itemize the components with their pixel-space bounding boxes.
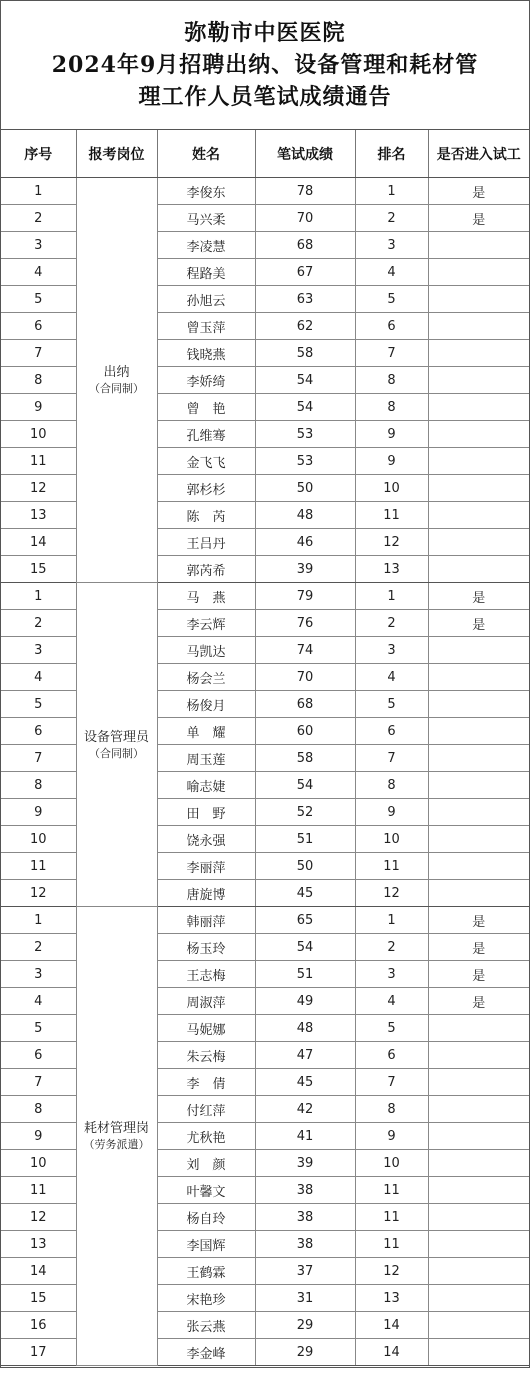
cell-seq: 10 <box>1 1150 76 1177</box>
cell-score: 31 <box>255 1285 355 1312</box>
cell-name: 马妮娜 <box>157 1015 255 1042</box>
cell-name: 马兴柔 <box>157 205 255 232</box>
bottom-blank <box>1 1366 529 1383</box>
cell-score: 78 <box>255 178 355 205</box>
cell-seq: 3 <box>1 232 76 259</box>
cell-score: 60 <box>255 718 355 745</box>
cell-trial <box>428 421 529 448</box>
cell-position <box>76 583 157 907</box>
cell-rank: 6 <box>355 718 428 745</box>
cell-name: 李金峰 <box>157 1339 255 1366</box>
cell-seq: 12 <box>1 880 76 907</box>
cell-seq: 9 <box>1 799 76 826</box>
cell-trial: 是 <box>428 205 529 232</box>
cell-seq: 10 <box>1 826 76 853</box>
cell-score: 50 <box>255 475 355 502</box>
cell-seq: 8 <box>1 772 76 799</box>
cell-trial <box>428 664 529 691</box>
cell-seq: 7 <box>1 340 76 367</box>
cell-trial <box>428 1312 529 1339</box>
cell-rank: 2 <box>355 610 428 637</box>
position-contract-type: （劳务派遣） <box>83 1138 150 1151</box>
cell-seq: 2 <box>1 934 76 961</box>
cell-trial <box>428 1123 529 1150</box>
cell-trial: 是 <box>428 988 529 1015</box>
cell-name: 王吕丹 <box>157 529 255 556</box>
position-name: 出纳 <box>103 365 130 380</box>
cell-trial <box>428 556 529 583</box>
cell-name: 张云燕 <box>157 1312 255 1339</box>
cell-rank: 7 <box>355 745 428 772</box>
cell-score: 41 <box>255 1123 355 1150</box>
position-contract-type: （合同制） <box>89 746 144 760</box>
cell-trial <box>428 259 529 286</box>
cell-rank: 13 <box>355 556 428 583</box>
cell-rank: 11 <box>355 1204 428 1231</box>
cell-score: 38 <box>255 1177 355 1204</box>
cell-trial <box>428 1285 529 1312</box>
cell-score: 68 <box>255 691 355 718</box>
cell-trial <box>428 502 529 529</box>
cell-trial <box>428 718 529 745</box>
position-contract-type: （合同制） <box>89 382 144 395</box>
cell-rank: 8 <box>355 772 428 799</box>
cell-seq: 6 <box>1 718 76 745</box>
cell-score: 50 <box>255 853 355 880</box>
cell-trial <box>428 286 529 313</box>
cell-rank: 3 <box>355 637 428 664</box>
header-score: 笔试成绩 <box>255 130 355 178</box>
cell-score: 53 <box>255 421 355 448</box>
cell-name: 叶馨文 <box>157 1177 255 1204</box>
cell-seq: 11 <box>1 1177 76 1204</box>
cell-trial <box>428 232 529 259</box>
cell-seq: 5 <box>1 691 76 718</box>
cell-seq: 15 <box>1 1285 76 1312</box>
cell-score: 38 <box>255 1204 355 1231</box>
cell-score: 51 <box>255 826 355 853</box>
cell-score: 54 <box>255 394 355 421</box>
cell-name: 李 倩 <box>157 1069 255 1096</box>
cell-score: 58 <box>255 340 355 367</box>
cell-rank: 9 <box>355 448 428 475</box>
title-line-2: 2024年9月招聘出纳、设备管理和耗材管 <box>51 52 479 78</box>
cell-seq: 14 <box>1 1258 76 1285</box>
cell-rank: 8 <box>355 1096 428 1123</box>
cell-name: 王志梅 <box>157 961 255 988</box>
cell-trial: 是 <box>428 178 529 205</box>
cell-rank: 5 <box>355 286 428 313</box>
cell-score: 46 <box>255 529 355 556</box>
cell-rank: 3 <box>355 961 428 988</box>
table-row <box>1 583 529 610</box>
cell-name: 杨会兰 <box>157 664 255 691</box>
cell-seq: 14 <box>1 529 76 556</box>
cell-seq: 16 <box>1 1312 76 1339</box>
cell-trial <box>428 313 529 340</box>
cell-score: 79 <box>255 583 355 610</box>
header-seq: 序号 <box>1 130 76 178</box>
cell-name: 韩丽萍 <box>157 907 255 934</box>
cell-name: 孔维骞 <box>157 421 255 448</box>
cell-score: 74 <box>255 637 355 664</box>
cell-score: 63 <box>255 286 355 313</box>
cell-name: 饶永强 <box>157 826 255 853</box>
cell-rank: 9 <box>355 1123 428 1150</box>
cell-score: 49 <box>255 988 355 1015</box>
cell-name: 尤秋艳 <box>157 1123 255 1150</box>
cell-trial <box>428 1042 529 1069</box>
cell-trial: 是 <box>428 583 529 610</box>
cell-seq: 8 <box>1 367 76 394</box>
cell-name: 单 耀 <box>157 718 255 745</box>
cell-name: 周玉莲 <box>157 745 255 772</box>
cell-name: 郭芮希 <box>157 556 255 583</box>
cell-seq: 4 <box>1 664 76 691</box>
cell-rank: 6 <box>355 313 428 340</box>
cell-seq: 9 <box>1 394 76 421</box>
cell-rank: 11 <box>355 1177 428 1204</box>
cell-score: 45 <box>255 880 355 907</box>
cell-name: 朱云梅 <box>157 1042 255 1069</box>
cell-seq: 5 <box>1 286 76 313</box>
cell-name: 马 燕 <box>157 583 255 610</box>
cell-score: 47 <box>255 1042 355 1069</box>
cell-name: 郭杉杉 <box>157 475 255 502</box>
title-line-3: 理工作人员笔试成绩通告 <box>138 84 392 110</box>
cell-rank: 10 <box>355 826 428 853</box>
cell-rank: 4 <box>355 988 428 1015</box>
cell-rank: 12 <box>355 880 428 907</box>
cell-name: 孙旭云 <box>157 286 255 313</box>
cell-name: 宋艳珍 <box>157 1285 255 1312</box>
cell-rank: 2 <box>355 934 428 961</box>
cell-trial: 是 <box>428 610 529 637</box>
cell-rank: 9 <box>355 421 428 448</box>
cell-score: 70 <box>255 664 355 691</box>
cell-seq: 4 <box>1 259 76 286</box>
cell-trial <box>428 1339 529 1366</box>
header-position: 报考岗位 <box>76 130 157 178</box>
cell-rank: 9 <box>355 799 428 826</box>
cell-seq: 6 <box>1 1042 76 1069</box>
cell-trial <box>428 1258 529 1285</box>
cell-name: 马凯达 <box>157 637 255 664</box>
cell-trial <box>428 1204 529 1231</box>
cell-name: 王鹤霖 <box>157 1258 255 1285</box>
cell-trial <box>428 853 529 880</box>
table-row <box>1 907 529 934</box>
header-trial: 是否进入试工 <box>428 130 529 178</box>
cell-score: 68 <box>255 232 355 259</box>
cell-score: 42 <box>255 1096 355 1123</box>
cell-rank: 1 <box>355 907 428 934</box>
cell-trial <box>428 340 529 367</box>
cell-rank: 5 <box>355 1015 428 1042</box>
cell-score: 52 <box>255 799 355 826</box>
cell-seq: 5 <box>1 1015 76 1042</box>
cell-rank: 14 <box>355 1312 428 1339</box>
cell-seq: 10 <box>1 421 76 448</box>
cell-score: 70 <box>255 205 355 232</box>
cell-name: 李丽萍 <box>157 853 255 880</box>
position-name: 设备管理员 <box>83 729 149 745</box>
cell-name: 李俊东 <box>157 178 255 205</box>
cell-trial <box>428 772 529 799</box>
cell-seq: 2 <box>1 610 76 637</box>
cell-seq: 7 <box>1 745 76 772</box>
cell-score: 76 <box>255 610 355 637</box>
cell-trial <box>428 367 529 394</box>
cell-score: 54 <box>255 367 355 394</box>
cell-score: 51 <box>255 961 355 988</box>
cell-trial <box>428 637 529 664</box>
table-row <box>1 178 529 205</box>
cell-seq: 1 <box>1 178 76 205</box>
cell-rank: 14 <box>355 1339 428 1366</box>
cell-name: 杨俊月 <box>157 691 255 718</box>
cell-trial <box>428 1231 529 1258</box>
cell-rank: 7 <box>355 340 428 367</box>
cell-trial <box>428 475 529 502</box>
cell-score: 45 <box>255 1069 355 1096</box>
cell-position <box>76 907 157 1366</box>
cell-rank: 12 <box>355 1258 428 1285</box>
cell-trial <box>428 1150 529 1177</box>
cell-score: 65 <box>255 907 355 934</box>
cell-seq: 13 <box>1 1231 76 1258</box>
header-row <box>1 130 529 178</box>
cell-rank: 1 <box>355 178 428 205</box>
cell-trial <box>428 1015 529 1042</box>
cell-trial: 是 <box>428 961 529 988</box>
cell-rank: 7 <box>355 1069 428 1096</box>
cell-seq: 3 <box>1 961 76 988</box>
cell-rank: 3 <box>355 232 428 259</box>
position-name: 耗材管理岗 <box>83 1121 149 1136</box>
notice-title <box>1 1 529 130</box>
cell-trial <box>428 745 529 772</box>
cell-seq: 11 <box>1 853 76 880</box>
cell-seq: 12 <box>1 475 76 502</box>
cell-name: 刘 颜 <box>157 1150 255 1177</box>
cell-trial: 是 <box>428 907 529 934</box>
cell-seq: 2 <box>1 205 76 232</box>
cell-name: 程路美 <box>157 259 255 286</box>
cell-rank: 12 <box>355 529 428 556</box>
cell-name: 钱晓燕 <box>157 340 255 367</box>
cell-rank: 10 <box>355 475 428 502</box>
cell-name: 陈 芮 <box>157 502 255 529</box>
cell-rank: 11 <box>355 1231 428 1258</box>
cell-seq: 12 <box>1 1204 76 1231</box>
cell-score: 48 <box>255 502 355 529</box>
cell-seq: 4 <box>1 988 76 1015</box>
cell-score: 54 <box>255 934 355 961</box>
cell-trial <box>428 1069 529 1096</box>
cell-rank: 11 <box>355 853 428 880</box>
cell-name: 周淑萍 <box>157 988 255 1015</box>
cell-name: 杨玉玲 <box>157 934 255 961</box>
cell-score: 29 <box>255 1339 355 1366</box>
cell-name: 喻志婕 <box>157 772 255 799</box>
cell-name: 李娇绮 <box>157 367 255 394</box>
score-table <box>1 130 529 1366</box>
cell-name: 唐旋博 <box>157 880 255 907</box>
cell-trial <box>428 826 529 853</box>
cell-trial <box>428 448 529 475</box>
cell-name: 曾 艳 <box>157 394 255 421</box>
cell-trial <box>428 529 529 556</box>
cell-seq: 1 <box>1 907 76 934</box>
cell-seq: 17 <box>1 1339 76 1366</box>
cell-trial <box>428 880 529 907</box>
cell-rank: 11 <box>355 502 428 529</box>
cell-name: 田 野 <box>157 799 255 826</box>
header-name: 姓名 <box>157 130 255 178</box>
cell-trial <box>428 691 529 718</box>
cell-seq: 3 <box>1 637 76 664</box>
cell-score: 39 <box>255 1150 355 1177</box>
cell-name: 杨自玲 <box>157 1204 255 1231</box>
cell-score: 48 <box>255 1015 355 1042</box>
cell-rank: 8 <box>355 394 428 421</box>
cell-score: 62 <box>255 313 355 340</box>
cell-seq: 6 <box>1 313 76 340</box>
cell-seq: 8 <box>1 1096 76 1123</box>
cell-rank: 10 <box>355 1150 428 1177</box>
cell-score: 58 <box>255 745 355 772</box>
cell-position <box>76 178 157 583</box>
cell-seq: 1 <box>1 583 76 610</box>
cell-name: 李云辉 <box>157 610 255 637</box>
cell-trial <box>428 799 529 826</box>
title-line-1: 弥勒市中医医院 <box>184 20 346 46</box>
cell-rank: 8 <box>355 367 428 394</box>
cell-trial: 是 <box>428 934 529 961</box>
cell-score: 37 <box>255 1258 355 1285</box>
cell-seq: 9 <box>1 1123 76 1150</box>
cell-trial <box>428 394 529 421</box>
cell-score: 29 <box>255 1312 355 1339</box>
cell-rank: 4 <box>355 259 428 286</box>
cell-trial <box>428 1177 529 1204</box>
cell-name: 李凌慧 <box>157 232 255 259</box>
cell-seq: 11 <box>1 448 76 475</box>
cell-rank: 2 <box>355 205 428 232</box>
cell-name: 付红萍 <box>157 1096 255 1123</box>
cell-score: 39 <box>255 556 355 583</box>
cell-score: 54 <box>255 772 355 799</box>
cell-score: 38 <box>255 1231 355 1258</box>
cell-rank: 5 <box>355 691 428 718</box>
cell-rank: 13 <box>355 1285 428 1312</box>
cell-rank: 1 <box>355 583 428 610</box>
header-rank: 排名 <box>355 130 428 178</box>
cell-trial <box>428 1096 529 1123</box>
cell-score: 67 <box>255 259 355 286</box>
score-table-body <box>1 178 529 1366</box>
cell-rank: 4 <box>355 664 428 691</box>
cell-seq: 7 <box>1 1069 76 1096</box>
cell-name: 李国辉 <box>157 1231 255 1258</box>
cell-rank: 6 <box>355 1042 428 1069</box>
cell-score: 53 <box>255 448 355 475</box>
cell-name: 金飞飞 <box>157 448 255 475</box>
cell-seq: 15 <box>1 556 76 583</box>
cell-seq: 13 <box>1 502 76 529</box>
cell-name: 曾玉萍 <box>157 313 255 340</box>
